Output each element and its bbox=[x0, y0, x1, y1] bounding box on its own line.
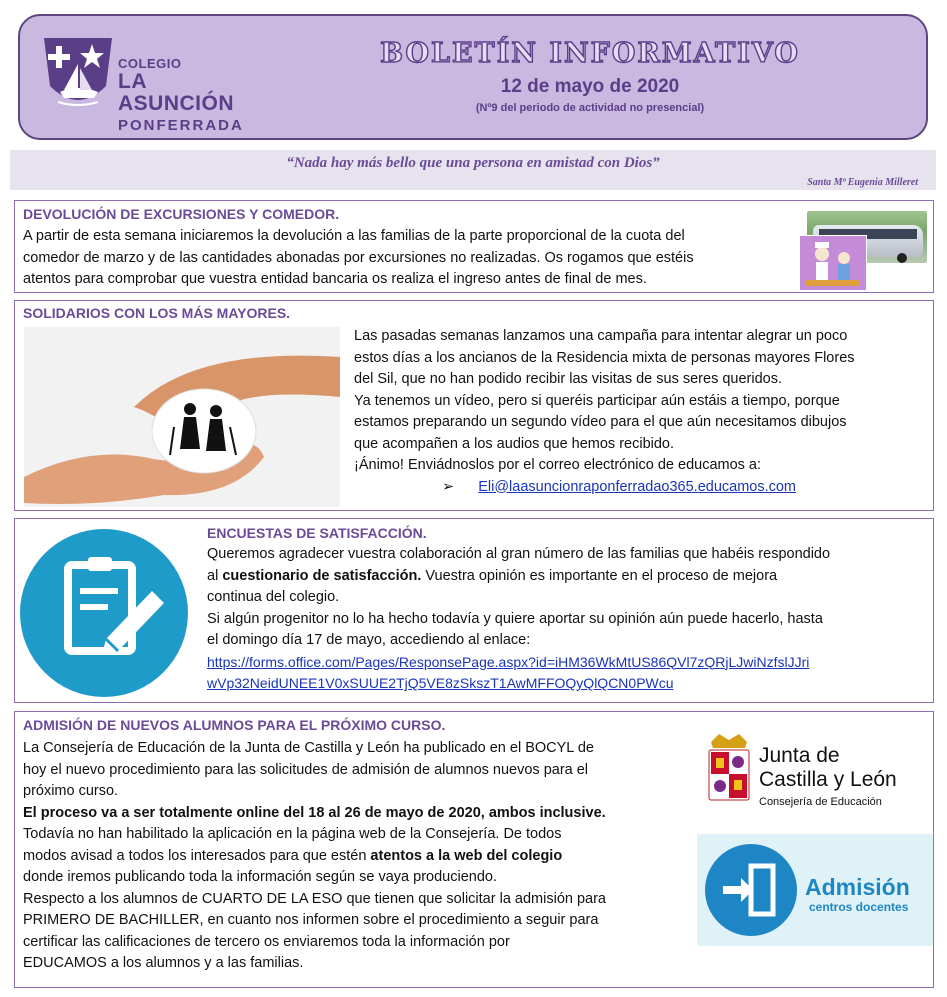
section-admission bbox=[14, 711, 934, 988]
survey-link-block bbox=[207, 652, 925, 695]
section-body bbox=[207, 544, 925, 695]
text-line: continua del colegio. bbox=[207, 589, 340, 605]
online-process-line: El proceso va a ser totalmente online del 18 al 26 de mayo de 2020, ambos inclusive. bbox=[23, 804, 606, 821]
section-body bbox=[354, 326, 926, 498]
admission-line-1: Admisión bbox=[805, 874, 910, 900]
text-line: Todavía no han habilitado la aplicación en la página web de la Consejería. De todos bbox=[23, 826, 562, 842]
questionnaire-bold: cuestionario de satisfacción. bbox=[222, 567, 422, 584]
text-line: Queremos agradecer vuestra colaboración al gran número de las familias que habéis respondido bbox=[207, 546, 831, 562]
text-line: donde iremos publicando toda la información según se vaya produciendo. bbox=[23, 869, 497, 885]
text-line: Las pasadas semanas lanzamos una campaña para intentar alegrar un poco bbox=[354, 328, 848, 344]
admission-logo bbox=[697, 834, 933, 946]
web-notice-bold: atentos a la web del colegio bbox=[370, 847, 563, 864]
email-row bbox=[354, 477, 926, 499]
text-fragment: modos avisad a todos los interesados para que estén bbox=[23, 847, 371, 864]
text-line: ¡Ánimo! Enviádnoslos por el correo electrónico de educamos a: bbox=[354, 457, 762, 473]
bulletin-subtitle: (Nº9 del periodo de actividad no presencial) bbox=[475, 102, 705, 114]
text-line: A partir de esta semana iniciaremos la devolución a las familias de la parte proporcional de la cuota del bbox=[23, 228, 685, 244]
survey-illustration bbox=[18, 527, 194, 699]
school-logo-text bbox=[118, 56, 244, 134]
header-banner bbox=[18, 14, 928, 140]
quote-band bbox=[10, 150, 936, 190]
link-line: https://forms.office.com/Pages/ResponsePage.aspx?id=iHM36WkMtUS86QVl7zQRjLJwiNzfslJJri bbox=[207, 653, 810, 670]
text-line: La Consejería de Educación de la Junta de Castilla y León ha publicado en el BOCYL de bbox=[23, 740, 594, 756]
text-line: Si algún progenitor no lo ha hecho todavía y quiere aportar su opinión aún puede hacerlo, hasta bbox=[207, 610, 823, 627]
clipboard-pencil-icon bbox=[18, 527, 194, 699]
jcyl-line-3: Consejería de Educación bbox=[759, 796, 882, 808]
school-logo bbox=[40, 32, 244, 134]
logo-line-3: PONFERRADA bbox=[118, 117, 244, 134]
text-line: EDUCAMOS a los alumnos y a las familias. bbox=[23, 955, 304, 971]
text-line: del Sil, que no han podido recibir las visitas de sus seres queridos. bbox=[354, 371, 782, 387]
quote-text: “Nada hay más bello que una persona en amistad con Dios” bbox=[286, 155, 660, 171]
bulletin-date: 12 de mayo de 2020 bbox=[500, 76, 680, 97]
logo-line-1: COLEGIO bbox=[118, 56, 182, 71]
hands-protecting-icon bbox=[24, 327, 340, 507]
text-line: Ya tenemos un vídeo, pero si queréis participar aún estáis a tiempo, porque bbox=[354, 392, 840, 409]
section-title: DEVOLUCIÓN DE EXCURSIONES Y COMEDOR. bbox=[23, 206, 340, 222]
text-line: que acompañen a los audios que hemos recibido. bbox=[354, 435, 675, 452]
section-body bbox=[23, 738, 691, 975]
text-line bbox=[23, 846, 691, 868]
text-line: PRIMERO DE BACHILLER, en cuanto nos informen sobre el procedimiento a seguir para bbox=[23, 912, 599, 928]
text-line: estamos preparando un segundo vídeo para el que aún necesitamos dibujos bbox=[354, 414, 847, 430]
logo-line-2: LA ASUNCIÓN bbox=[118, 70, 235, 115]
text-fragment: al bbox=[207, 567, 223, 584]
junta-castilla-leon-logo bbox=[697, 724, 933, 832]
survey-link[interactable] bbox=[207, 654, 809, 692]
bulletin-title: BOLETÍN INFORMATIVO bbox=[380, 38, 800, 69]
coat-of-arms-icon bbox=[705, 732, 753, 806]
cafeteria-illustration bbox=[799, 235, 867, 291]
text-line: Respecto a los alumnos de CUARTO DE LA ESO que tienen que solicitar la admisión para bbox=[23, 890, 606, 907]
admission-line-2: centros docentes bbox=[809, 900, 909, 914]
section-title: ENCUESTAS DE SATISFACCIÓN. bbox=[207, 525, 427, 541]
text-line: comedor de marzo y de las cantidades abonadas por excursiones no realizadas. Os rogamos que estéis bbox=[23, 249, 694, 266]
school-shield-icon bbox=[40, 32, 116, 116]
section-refunds bbox=[14, 200, 934, 293]
section-surveys bbox=[14, 518, 934, 703]
section-body bbox=[23, 226, 793, 291]
text-line bbox=[207, 566, 925, 588]
wheel-icon bbox=[897, 253, 907, 263]
section-elderly bbox=[14, 300, 934, 511]
hands-elderly-photo bbox=[24, 327, 340, 507]
text-fragment: Vuestra opinión es importante en el proceso de mejora bbox=[421, 567, 778, 584]
text-line: próximo curso. bbox=[23, 783, 119, 799]
section-title: ADMISIÓN DE NUEVOS ALUMNOS PARA EL PRÓXIMO CURSO. bbox=[23, 717, 446, 733]
text-line: estos días a los ancianos de la Residencia mixta de personas mayores Flores bbox=[354, 349, 855, 366]
section-title: SOLIDARIOS CON LOS MÁS MAYORES. bbox=[23, 305, 291, 321]
email-link[interactable]: Eli@laasuncionraponferradao365.educamos.com bbox=[478, 478, 797, 495]
cook-icon bbox=[800, 236, 866, 290]
text-line: atentos para comprobar que vuestra entidad bancaria os realiza el ingreso antes de final de mes. bbox=[23, 271, 647, 287]
jcyl-line-2: Castilla y León bbox=[759, 768, 897, 791]
link-line: wVp32NeidUNEE1V0xSUUE2TjQ5VE8zSkszT1AwMFFOQyQlQCN0PWcu bbox=[207, 675, 674, 691]
quote-author: Santa Mª Eugenia Milleret bbox=[807, 177, 918, 188]
text-line: el domingo día 17 de mayo, accediendo al enlace: bbox=[207, 632, 531, 648]
text-line: certificar las calificaciones de tercero os enviaremos toda la información por bbox=[23, 933, 510, 950]
jcyl-line-1: Junta de bbox=[759, 744, 840, 767]
arrow-bullet-icon: ➢ bbox=[442, 478, 455, 495]
text-line: hoy el nuevo procedimiento para las solicitudes de admisión de alumnos nuevos para el bbox=[23, 761, 589, 778]
enter-door-icon bbox=[703, 842, 799, 938]
